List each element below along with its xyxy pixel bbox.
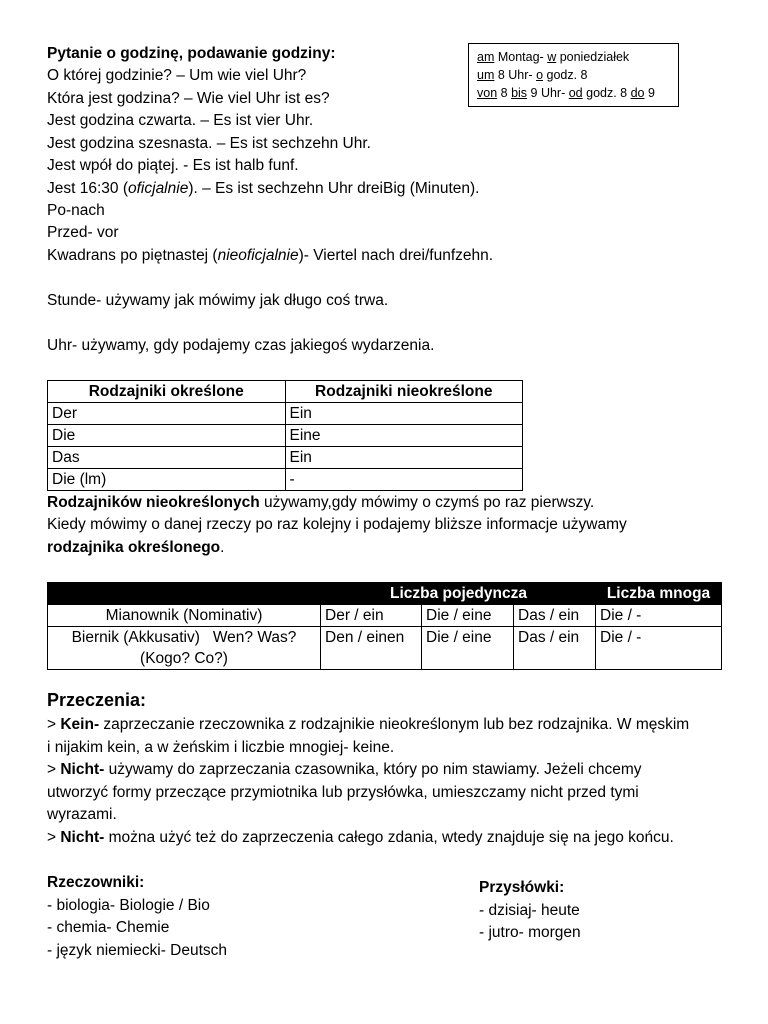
- text-span: używamy do zaprzeczania czasownika, który po nim stawiamy. Jeżeli chcemy: [104, 761, 642, 778]
- table-cell: Den / einen: [321, 627, 422, 670]
- text-line: Po-nach: [47, 202, 105, 219]
- table-row: [48, 447, 523, 469]
- bold-span: Nicht-: [60, 828, 105, 846]
- bold-span: Rodzajników nieokreślonych: [47, 494, 260, 511]
- table-cell: Eine: [285, 425, 523, 447]
- list-item: - chemia- Chemie: [47, 919, 170, 936]
- table-cell: Ein: [285, 403, 523, 425]
- text-line-stunde: Stunde- używamy jak mówimy jak długo coś trwa.: [47, 292, 389, 309]
- bold-span: Kein-: [60, 716, 100, 733]
- para-line: wyrazami.: [47, 806, 117, 823]
- section-heading-negation: Przeczenia:: [47, 690, 147, 710]
- list-item: - jutro- morgen: [479, 924, 581, 941]
- para-line: [47, 759, 727, 782]
- underlined-word: am: [477, 50, 495, 64]
- text-line: Jest wpół do piątej. - Es ist halb funf.: [47, 157, 299, 174]
- table-cell: Der: [48, 403, 286, 425]
- para-line: [47, 827, 727, 850]
- articles-note-line: [47, 537, 224, 559]
- table-cell: Das / ein: [514, 627, 596, 670]
- table-cell: Die (lm): [48, 469, 286, 491]
- text-span: można użyć też do zaprzeczenia całego zdania, wtedy znajduje się na jego końcu.: [104, 828, 674, 846]
- text-line: Jest godzina czwarta. – Es ist vier Uhr.: [47, 112, 314, 129]
- header-labels: [321, 583, 721, 604]
- adverbs-section: [479, 877, 581, 945]
- header-plural: Liczba mnoga: [606, 585, 711, 602]
- text-span: ). – Es ist sechzehn Uhr dreiBig (Minuten).: [188, 180, 480, 197]
- section-heading-adverbs: Przysłówki:: [479, 879, 565, 896]
- underlined-word: o: [536, 68, 544, 82]
- table-header-cell: [48, 583, 321, 605]
- table-cell: Die / -: [596, 605, 722, 627]
- info-line: [477, 66, 670, 84]
- text-span: poniedziałek: [556, 50, 630, 64]
- text-line-official: [47, 178, 479, 200]
- para-line: [47, 714, 727, 737]
- text-span: .: [220, 539, 225, 556]
- table-header-cell: Rodzajniki określone: [48, 381, 286, 403]
- articles-table: [47, 380, 523, 491]
- table-cell-label: Mianownik (Nominativ): [48, 605, 321, 627]
- table-cell: Die / eine: [422, 627, 514, 670]
- text-span: 9: [644, 86, 655, 100]
- text-line: Która jest godzina? – Wie viel Uhr ist es?: [47, 90, 330, 107]
- bold-span: rodzajnika określonego: [47, 539, 221, 556]
- table-cell: Das / ein: [514, 605, 596, 627]
- underlined-word: od: [568, 86, 583, 100]
- text-span: zaprzeczanie rzeczownika z rodzajnikie nieokreślonym lub bez rodzajnika. W męskim: [99, 716, 690, 733]
- table-cell: Das: [48, 447, 286, 469]
- table-header-row: [48, 381, 523, 403]
- list-item: - język niemiecki- Deutsch: [47, 941, 228, 959]
- table-header-cell: [321, 583, 722, 605]
- text-span: godz. 8: [582, 86, 631, 100]
- info-box: [468, 43, 679, 107]
- text-span: >: [47, 716, 61, 733]
- table-cell: -: [285, 469, 523, 491]
- italic-span: oficjalnie: [128, 180, 189, 197]
- bold-span: Nicht-: [60, 761, 105, 778]
- table-cell-label: [48, 627, 321, 670]
- underlined-word: w: [547, 50, 557, 64]
- text-span: Montag-: [494, 50, 548, 64]
- text-span: Jest 16:30 (: [47, 180, 128, 197]
- info-line: [477, 84, 670, 102]
- italic-span: nieoficjalnie: [217, 247, 299, 264]
- table-row: [48, 403, 523, 425]
- text-line: O której godzinie? – Um wie viel Uhr?: [47, 67, 307, 84]
- label-line: Biernik (Akkusativ) Wen? Was?: [71, 629, 297, 646]
- nouns-section: [47, 872, 227, 962]
- negation-paragraph: [47, 714, 727, 849]
- text-line: Jest godzina szesnasta. – Es ist sechzehn Uhr.: [47, 135, 371, 152]
- table-cell: Ein: [285, 447, 523, 469]
- cases-table: [47, 582, 722, 670]
- articles-note-line: Kiedy mówimy o danej rzeczy po raz kolejny i podajemy bliższe informacje używamy: [47, 516, 627, 533]
- para-line: i nijakim kein, a w żeńskim i liczbie mnogiej- keine.: [47, 738, 395, 756]
- underlined-word: um: [477, 68, 495, 82]
- table-cell: Die / eine: [422, 605, 514, 627]
- text-span: 8 Uhr-: [494, 68, 537, 82]
- table-row: [48, 605, 722, 627]
- text-span: używamy,gdy mówimy o czymś po raz pierwszy.: [259, 494, 595, 511]
- articles-note-line: [47, 492, 594, 514]
- list-item: - biologia- Biologie / Bio: [47, 896, 210, 914]
- table-cell: Die / -: [596, 627, 722, 670]
- text-line-quarter: [47, 245, 493, 267]
- table-cell: Der / ein: [321, 605, 422, 627]
- header-singular: Liczba pojedyncza: [390, 585, 527, 602]
- underlined-word: von: [477, 86, 498, 100]
- info-line: [477, 48, 670, 66]
- text-line: Przed- vor: [47, 224, 119, 241]
- text-span: )- Viertel nach drei/funfzehn.: [298, 247, 494, 264]
- underlined-word: bis: [511, 86, 528, 100]
- para-line: utworzyć formy przeczące przymiotnika lub przysłówka, umieszczamy nicht przed tymi: [47, 783, 639, 801]
- text-span: Kwadrans po piętnastej (: [47, 247, 218, 264]
- text-span: 9 Uhr-: [527, 86, 569, 100]
- section-heading-time: Pytanie o godzinę, podawanie godziny:: [47, 45, 336, 62]
- label-line: (Kogo? Co?): [140, 650, 228, 667]
- text-span: 8: [497, 86, 512, 100]
- table-header-cell: Rodzajniki nieokreślone: [285, 381, 523, 403]
- table-header-row: [48, 583, 722, 605]
- table-row: [48, 627, 722, 670]
- text-span: >: [47, 761, 61, 778]
- section-heading-nouns: Rzeczowniki:: [47, 874, 145, 891]
- underlined-word: do: [630, 86, 645, 100]
- list-item: - dzisiaj- heute: [479, 901, 580, 919]
- text-span: >: [47, 828, 61, 846]
- text-span: godz. 8: [543, 68, 588, 82]
- table-cell: Die: [48, 425, 286, 447]
- text-line-uhr: Uhr- używamy, gdy podajemy czas jakiegoś wydarzenia.: [47, 337, 435, 354]
- table-row: [48, 425, 523, 447]
- table-row: [48, 469, 523, 491]
